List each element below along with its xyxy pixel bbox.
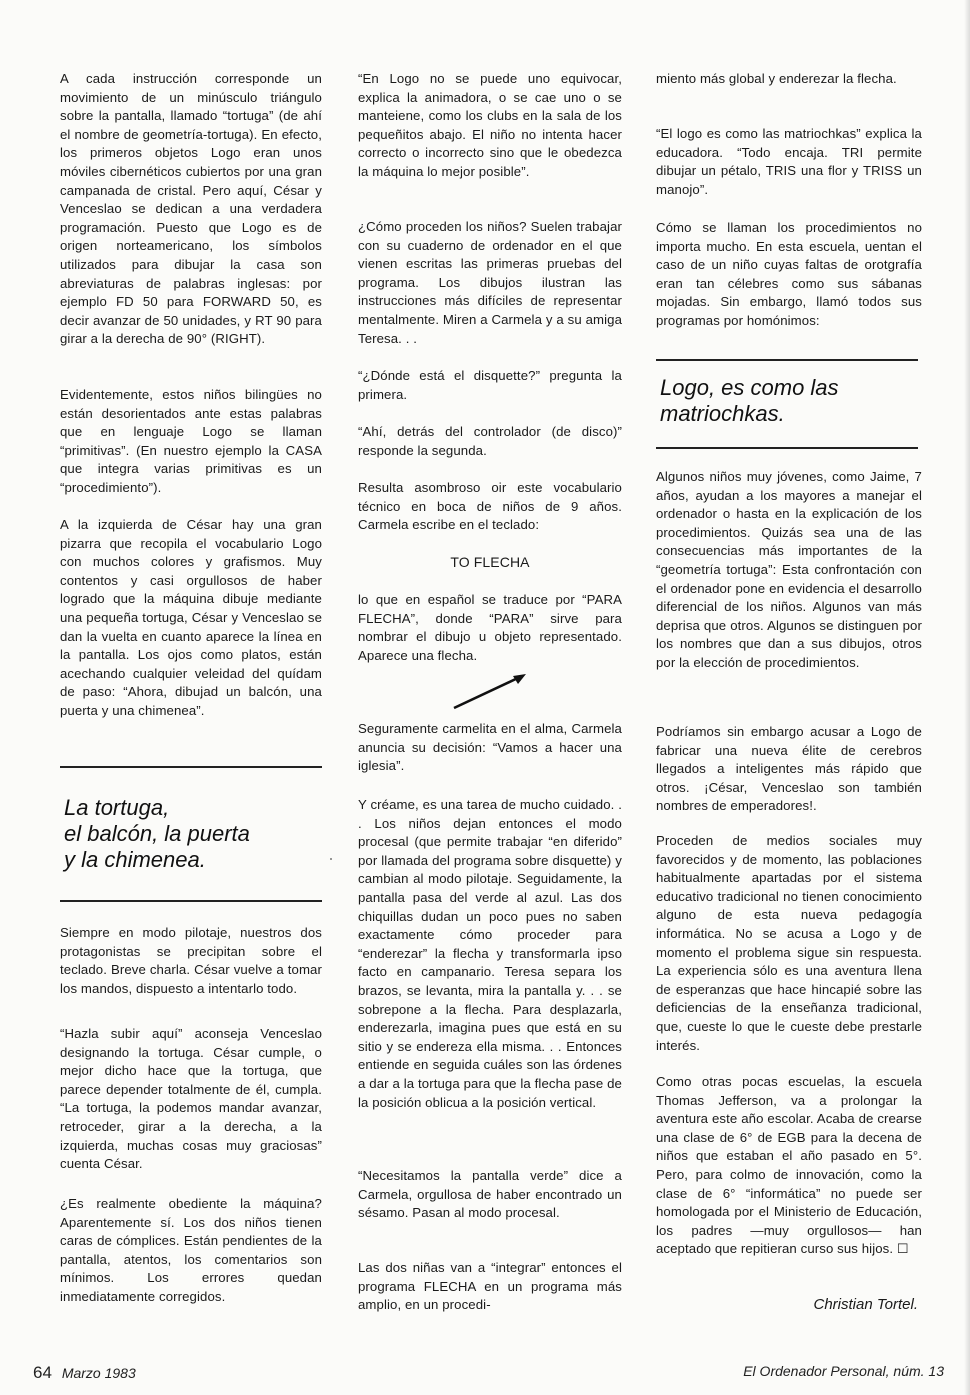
paragraph: “En Logo no se puede uno equivocar, explica la animadora, o se cae uno o se manteiene, como los clubs en la sala de los pequeñitos abajo. El niño no intenta hacer correcto o incorrecto sino que le obedezca la máquina lo mejor posible”. [358, 71, 622, 179]
pullquote-line: el balcón, la puerta [64, 821, 250, 846]
paragraph: Podríamos sin embargo acusar a Logo de fabricar una nueva élite de cerebros llegados a inteligentes más rápido que otros. ¡César, Venceslao son también nombres de emperadores!. [656, 724, 922, 814]
footer-right [743, 1363, 944, 1379]
paragraph: “Ahí, detrás del controlador (de disco)” responde la segunda. [358, 424, 622, 458]
issue-date: Marzo 1983 [61, 1365, 136, 1381]
divider [60, 766, 322, 768]
paragraph: ¿Es realmente obediente la máquina? Aparentemente sí. Los dos niños tienen caras de cómplices. Están pendientes de la pantalla, atentos, los comentarios son mínimos. Los errores quedan inmediatamente corregidos. [60, 1196, 322, 1304]
paragraph: “Necesitamos la pantalla verde” dice a Carmela, orgullosa de haber encontrado un sésamo. Pasan al modo procesal. [358, 1168, 622, 1221]
paragraph: “¿Dónde está el disquette?” pregunta la primera. [358, 368, 622, 402]
paragraph: Resulta asombroso oir este vocabulario técnico en boca de niños de 9 años. Carmela escribe en el teclado: [358, 480, 622, 533]
pullquote-line: Logo, es como las [660, 375, 839, 400]
pullquote [64, 795, 250, 873]
paragraph: Algunos niños muy jóvenes, como Jaime, 7 años, ayudan a los mayores a manejar el ordenador o hasta en la explicación de los procedimientos. Quizás sea una de las consecuencias más importantes de la “geometría tortuga”: Esta confrontación con el ordenador pone en evidencia el desarrollo diferencial de los niños. Algunos van más deprisa que otros. Algunos se distinguen por los nombres que dan a sus dibujos, otros por la elección de procedimientos. [656, 469, 922, 670]
arrow-icon [450, 672, 530, 712]
signature: Christian Tortel. [813, 1296, 918, 1313]
footer-left [33, 1363, 136, 1383]
paragraph: Evidentemente, estos niños bilingües no están desorientados ante estas palabras que en lenguaje Logo se llaman “primitivas”. (En nuestro ejemplo la CASA que integra varias primitivas es un “procedimiento”). [60, 387, 322, 495]
pullquote-line: y la chimenea. [64, 847, 206, 872]
paragraph: “Hazla subir aquí” aconseja Venceslao designando la tortuga. César cumple, o mejor dicho hace que la tortuga, que parece depender totalmente de él, cumpla. “La tortuga, la podemos mandar avanzar, retroceder, girar a la derecha, a la izquierda, muchas cosas muy graciosas” cuenta César. [60, 1026, 322, 1172]
pullquote-line: matriochkas. [660, 401, 785, 426]
paragraph: Cómo se llaman los procedimientos no importa mucho. En esta escuela, uentan el caso de un niño cuyas faltas de orotgrafía eran tan célebres como sus sábanas mojadas. Sin embargo, llamó todos sus programas por homónimos: [656, 220, 922, 328]
pullquote [660, 375, 839, 427]
paragraph: A cada instrucción corresponde un movimiento de un minúsculo triángulo sobre la pantalla, llamado “tortuga” (de ahí el nombre de geometría-tortuga). En efecto, los primeros objetos Logo eran unos móviles cibernéticos cubiertos por una gran campanada de cristal. Pero aquí, César y Venceslao se dedican a una verdadera programación. Puesto que Logo es de origen norteamericano, los símbolos utilizados para dibujar la casa son abreviaturas de palabras inglesas: por ejemplo FD 50 para FORWARD 50, es decir avanzar de 50 unidades, y RT 90 para girar a la derecha de 90° (RIGHT). [60, 71, 322, 347]
pullquote-line: La tortuga, [64, 795, 170, 820]
divider [656, 359, 918, 361]
paragraph: Proceden de medios sociales muy favorecidos y de momento, las poblaciones habitualmente apartadas por el sistema educativo tradicional no tienen conocimiento alguno de esta nueva pedagogía informática. No se acusa a Logo y de momento el problema sigue sin respuesta. La experiencia sólo es una aventura llena de esperanzas que hace hincapié sobre las deficiencias de la enseñanza tradicional, que, cueste lo que le cueste debe prestarle interés. [656, 833, 922, 1053]
code-line: TO FLECHA [450, 554, 530, 570]
paragraph: A la izquierda de César hay una gran pizarra que recopila el vocabulario Logo con muchos colores y grafismos. Muy contentos y casi orgullosos de haber logrado que la máquina dibuje mediante una pequeña tortuga, César y Venceslao se dan la vuelta en cuanto aparece la línea en la pantalla. Los ojos como platos, están acechando cualquier veleidad del quídam de paso: “Ahora, dibujad un balcón, una puerta y una chimenea”. [60, 517, 322, 718]
paragraph: “El logo es como las matriochkas” explica la educadora. “Todo encaja. TRI permite dibujar un pétalo, TRIS una flor y TRISS un manojo”. [656, 126, 922, 197]
page-edge-shadow [964, 0, 970, 1395]
paragraph: Siempre en modo pilotaje, nuestros dos protagonistas se precipitan sobre el teclado. Breve charla. César vuelve a tomar los mandos, dispuesto a intentarlo todo. [60, 925, 322, 996]
paragraph: Y créame, es una tarea de mucho cuidado. . . Los niños dejan entonces el modo procesal (que permite trabajar “en diferido” por llamada del programa sobre disquette) y cambian al modo pilotaje. Seguidamente, la pantalla pasa del verde al azul. Las dos chiquillas dudan un poco pues no saben exactamente cómo proceder para “enderezar” la flecha y transformarla ipso facto en campanario. Teresa separa los brazos, se levanta, mira la pantalla y. . . se sobrepone a la flecha. Para desplazarla, enderezarla, imagina pues que está en su sitio y se endereza ella misma. . . Entonces entiende en seguida cuáles son las órdenes a dar a la tortuga para que la flecha pase de la posición oblicua a la posición vertical. [358, 797, 622, 1110]
paragraph: Como otras pocas escuelas, la escuela Thomas Jefferson, va a prolongar la aventura este año escolar. Acaba de crearse una clase de 6° de EGB para la decena de niños que estaban el año pasado en 5°. Pero, para colmo de innovación, como la clase de 6° “informática” no puede ser homologada por el Ministerio de Educación, los padres —muy orgullosos— han aceptado que repitieran curso sus hijos. ☐ [656, 1074, 922, 1257]
page-number: 64 [33, 1363, 52, 1382]
divider [60, 900, 322, 902]
paragraph: miento más global y enderezar la flecha. [656, 71, 897, 86]
speck [330, 858, 332, 860]
paragraph: Seguramente carmelita en el alma, Carmela anuncia su decisión: “Vamos a hacer una iglesia”. [358, 721, 622, 774]
paragraph: ¿Cómo proceden los niños? Suelen trabajar con su cuaderno de ordenador en el que vienen escritas las primeras pruebas del programa. Los dibujos ilustran las instrucciones más difíciles de representar mentalmente. Miren a Carmela y a su amiga Teresa. . . [358, 219, 622, 346]
paragraph: lo que en español se traduce por “PARA FLECHA”, donde “PARA” sirve para nombrar el dibujo u objeto representado. Aparece una flecha. [358, 592, 622, 663]
paragraph: Las dos niñas van a “integrar” entonces el programa FLECHA en un programa más amplio, en un procedi- [358, 1260, 622, 1313]
magazine-name: El Ordenador Personal, núm. 13 [743, 1363, 944, 1379]
divider [656, 447, 918, 449]
